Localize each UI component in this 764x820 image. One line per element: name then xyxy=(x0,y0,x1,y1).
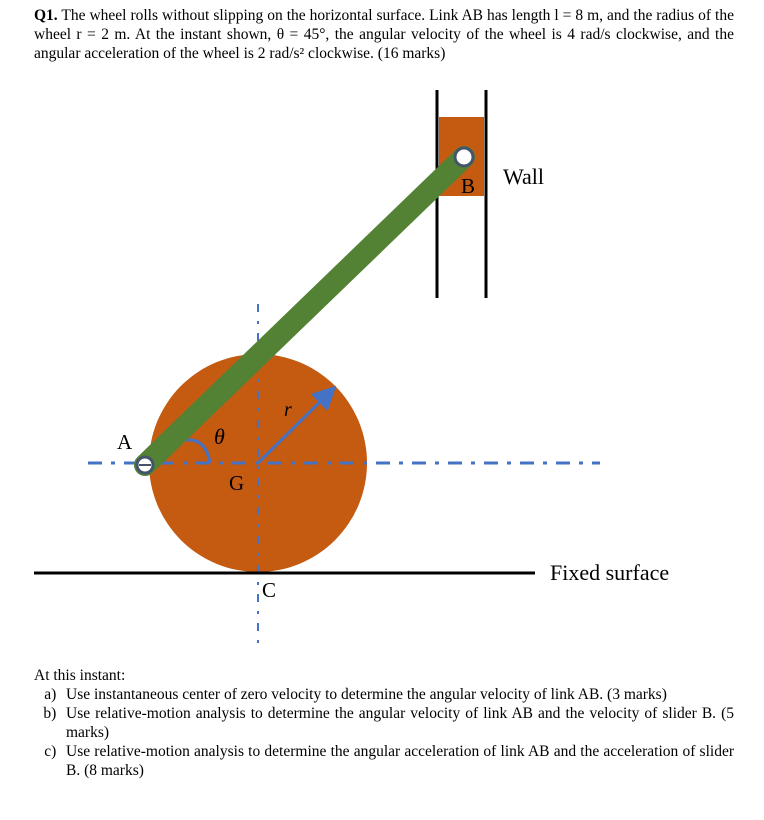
part-a: a. Use instantaneous center of zero velocity to determine the angular velocity of link AB. (3 marks) xyxy=(64,685,734,704)
label-wall: Wall xyxy=(503,164,544,189)
label-a: A xyxy=(117,430,133,454)
label-r: r xyxy=(284,399,292,421)
label-fixed-surface: Fixed surface xyxy=(550,560,670,585)
question-body: The wheel rolls without slipping on the horizontal surface. Link AB has length l = 8 m, and the radius of the wheel r = 2 m. At the instant shown, θ = 45°, the angular velocity of the wheel is 4 rad/s clockwise, and the angular acceleration of the wheel is 2 rad/s² clockwise. (16 marks) xyxy=(34,7,734,62)
question-number: Q1. xyxy=(34,7,58,24)
label-g: G xyxy=(229,471,245,495)
parts-intro: At this instant: xyxy=(34,667,126,684)
label-b: B xyxy=(461,174,476,198)
pin-b xyxy=(455,148,473,166)
part-b: b. Use relative-motion analysis to determine the angular velocity of link AB and the velocity of slider B. (5 marks) xyxy=(64,704,734,742)
parts-list xyxy=(34,685,734,780)
label-c: C xyxy=(262,578,277,602)
part-c: c. Use relative-motion analysis to determine the angular acceleration of link AB and the acceleration of slider B. (8 marks) xyxy=(64,742,734,780)
label-theta: θ xyxy=(214,424,225,449)
question-parts xyxy=(34,666,734,780)
